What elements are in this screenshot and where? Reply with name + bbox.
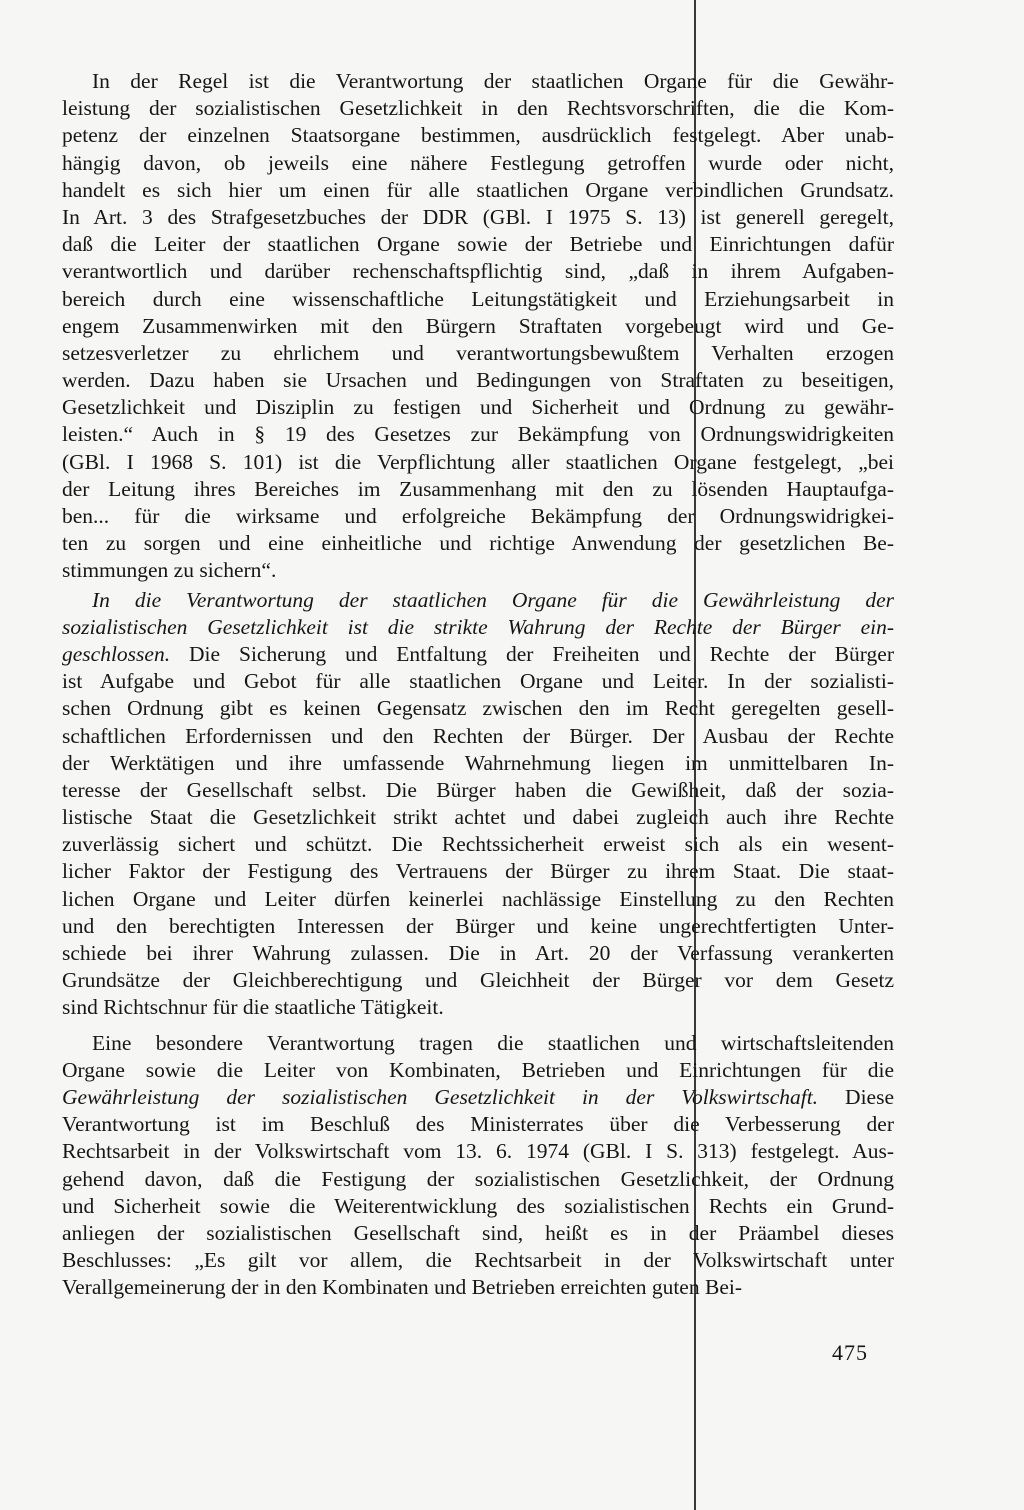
paragraph bbox=[62, 1030, 894, 1302]
text: leistung der sozialistischen Gesetzlichkeit in den Rechtsvorschriften, die die Kom- bbox=[62, 96, 894, 121]
text-line bbox=[62, 858, 894, 885]
text: der Werktätigen und ihre umfassende Wahrnehmung liegen im unmittelbaren In- bbox=[62, 750, 894, 775]
text: setzesverletzer zu ehrlichem und verantwortungsbewußtem Verhalten erzogen bbox=[62, 340, 894, 365]
text-line bbox=[62, 68, 894, 95]
text-line bbox=[62, 1111, 894, 1138]
text-line bbox=[62, 449, 894, 476]
text: ten zu sorgen und eine einheitliche und richtige Anwendung der gesetzlichen Be- bbox=[62, 531, 894, 556]
text-line bbox=[62, 1274, 894, 1301]
text-line bbox=[62, 177, 894, 204]
text-line bbox=[62, 614, 894, 641]
text-line bbox=[62, 204, 894, 231]
paragraph bbox=[62, 587, 894, 1022]
text: verantwortlich und darüber rechenschaftspflichtig sind, „daß in ihrem Aufgaben- bbox=[62, 259, 894, 284]
text-line bbox=[62, 95, 894, 122]
text-line bbox=[62, 940, 894, 967]
text: Die Sicherung und Entfaltung der Freiheiten und Rechte der Bürger bbox=[170, 641, 894, 666]
text: Beschlusses: „Es gilt vor allem, die Rechtsarbeit in der Volkswirtschaft unter bbox=[62, 1248, 894, 1273]
text: bereich durch eine wissenschaftliche Leitungstätigkeit und Erziehungsarbeit in bbox=[62, 286, 894, 311]
text: stimmungen zu sichern“. bbox=[62, 558, 277, 583]
text-line bbox=[62, 723, 894, 750]
text: schaftlichen Erfordernissen und den Rechten der Bürger. Der Ausbau der Rechte bbox=[62, 723, 894, 748]
text: der Leitung ihres Bereiches im Zusammenhang mit den zu lösenden Hauptaufga- bbox=[62, 476, 894, 501]
text: (GBl. I 1968 S. 101) ist die Verpflichtung aller staatlichen Organe festgelegt, „bei bbox=[62, 449, 894, 474]
text: handelt es sich hier um einen für alle staatlichen Organe verbindlichen Grundsatz. bbox=[62, 177, 894, 202]
text-line bbox=[62, 1193, 894, 1220]
text-line bbox=[62, 530, 894, 557]
text-line bbox=[62, 1084, 894, 1111]
text: hängig davon, ob jeweils eine nähere Festlegung getroffen wurde oder nicht, bbox=[62, 150, 894, 175]
text: Diese bbox=[818, 1084, 894, 1109]
text-line bbox=[62, 1166, 894, 1193]
page-number: 475 bbox=[832, 1340, 868, 1365]
text-line bbox=[62, 557, 894, 584]
text-line bbox=[62, 231, 894, 258]
text: Rechtsarbeit in der Volkswirtschaft vom 13. 6. 1974 (GBl. I S. 313) festgelegt. Aus- bbox=[62, 1139, 894, 1164]
text: und den berechtigten Interessen der Bürger und keine ungerechtfertigten Unter- bbox=[62, 913, 894, 938]
text-line bbox=[62, 1220, 894, 1247]
text: ist Aufgabe und Gebot für alle staatlichen Organe und Leiter. In der sozialisti- bbox=[62, 669, 894, 694]
text: ben... für die wirksame und erfolgreiche Bekämpfung der Ordnungswidrigkei- bbox=[62, 504, 894, 528]
text: leisten.“ Auch in § 19 des Gesetzes zur Bekämpfung von Ordnungswidrigkeiten bbox=[62, 422, 894, 447]
text: Verallgemeinerung der in den Kombinaten und Betrieben erreichten guten Bei- bbox=[62, 1275, 742, 1300]
text-line bbox=[62, 503, 894, 530]
text: engem Zusammenwirken mit den Bürgern Straftaten vorgebeugt wird und Ge- bbox=[62, 313, 894, 338]
text: Gesetzlichkeit und Disziplin zu festigen und Sicherheit und Ordnung zu gewähr- bbox=[62, 395, 894, 420]
text-line bbox=[62, 831, 894, 858]
text-line bbox=[62, 777, 894, 804]
text: licher Faktor der Festigung des Vertrauens der Bürger zu ihrem Staat. Die staat- bbox=[62, 859, 894, 884]
text: sind Richtschnur für die staatliche Tätigkeit. bbox=[62, 995, 444, 1020]
text-line bbox=[62, 340, 894, 367]
text: daß die Leiter der staatlichen Organe sowie der Betriebe und Einrichtungen dafür bbox=[62, 232, 894, 257]
text: gehend davon, daß die Festigung der sozialistischen Gesetzlichkeit, der Ordnung bbox=[62, 1166, 894, 1191]
text: schen Ordnung gibt es keinen Gegensatz zwischen den im Recht geregelten gesell- bbox=[62, 696, 894, 721]
text: zuverlässig sichert und schützt. Die Rechtssicherheit erweist sich als ein wesent- bbox=[62, 832, 894, 857]
text-line bbox=[62, 1247, 894, 1274]
text-line bbox=[62, 1057, 894, 1084]
italic-text: sozialistischen Gesetzlichkeit ist die strikte Wahrung der Rechte der Bürger ein- bbox=[62, 614, 894, 639]
text: Grundsätze der Gleichberechtigung und Gleichheit der Bürger vor dem Gesetz bbox=[62, 968, 894, 993]
text-line bbox=[62, 695, 894, 722]
text-line bbox=[62, 150, 894, 177]
text-line bbox=[62, 913, 894, 940]
page-body bbox=[62, 68, 894, 1301]
text: In Art. 3 des Strafgesetzbuches der DDR (GBl. I 1975 S. 13) ist generell geregelt, bbox=[62, 204, 894, 229]
text-line bbox=[62, 286, 894, 313]
text: petenz der einzelnen Staatsorgane bestimmen, ausdrücklich festgelegt. Aber unab- bbox=[62, 123, 894, 148]
text-line bbox=[62, 258, 894, 285]
text-line bbox=[62, 1138, 894, 1165]
italic-text: geschlossen. bbox=[62, 641, 171, 666]
text: und Sicherheit sowie die Weiterentwicklung des sozialistischen Rechts ein Grund- bbox=[62, 1193, 894, 1218]
text: anliegen der sozialistischen Gesellschaft sind, heißt es in der Präambel dieses bbox=[62, 1220, 894, 1245]
text-line bbox=[62, 394, 894, 421]
text: listische Staat die Gesetzlichkeit strikt achtet und dabei zugleich auch ihre Rechte bbox=[62, 805, 894, 830]
text-line bbox=[62, 587, 894, 614]
text-line bbox=[62, 994, 894, 1021]
italic-text: Gewährleistung der sozialistischen Gesetzlichkeit in der Volkswirtschaft. bbox=[62, 1084, 819, 1109]
text: Organe sowie die Leiter von Kombinaten, Betrieben und Einrichtungen für die bbox=[62, 1057, 894, 1082]
text: teresse der Gesellschaft selbst. Die Bürger haben die Gewißheit, daß der sozia- bbox=[62, 777, 894, 802]
text-line bbox=[62, 967, 894, 994]
text-line bbox=[62, 804, 894, 831]
text-line bbox=[62, 476, 894, 503]
text-line bbox=[62, 122, 894, 149]
text: lichen Organe und Leiter dürfen keinerlei nachlässige Einstellung zu den Rechten bbox=[62, 886, 894, 911]
text-line bbox=[62, 641, 894, 668]
text: werden. Dazu haben sie Ursachen und Bedingungen von Straftaten zu beseitigen, bbox=[62, 368, 894, 393]
text-line bbox=[62, 1030, 894, 1057]
text-line bbox=[62, 421, 894, 448]
text: schiede bei ihrer Wahrung zulassen. Die in Art. 20 der Verfassung verankerten bbox=[62, 941, 894, 965]
text-line bbox=[62, 886, 894, 913]
text: Eine besondere Verantwortung tragen die staatlichen und wirtschaftsleitenden bbox=[92, 1030, 894, 1055]
text-line bbox=[62, 668, 894, 695]
text: Verantwortung ist im Beschluß des Ministerrates über die Verbesserung der bbox=[62, 1112, 894, 1137]
text-line bbox=[62, 313, 894, 340]
italic-text: In die Verantwortung der staatlichen Organe für die Gewährleistung der bbox=[92, 587, 894, 612]
text: In der Regel ist die Verantwortung der staatlichen Organe für die Gewähr- bbox=[92, 69, 894, 93]
text-line bbox=[62, 367, 894, 394]
text-line bbox=[62, 750, 894, 777]
paragraph bbox=[62, 68, 894, 585]
